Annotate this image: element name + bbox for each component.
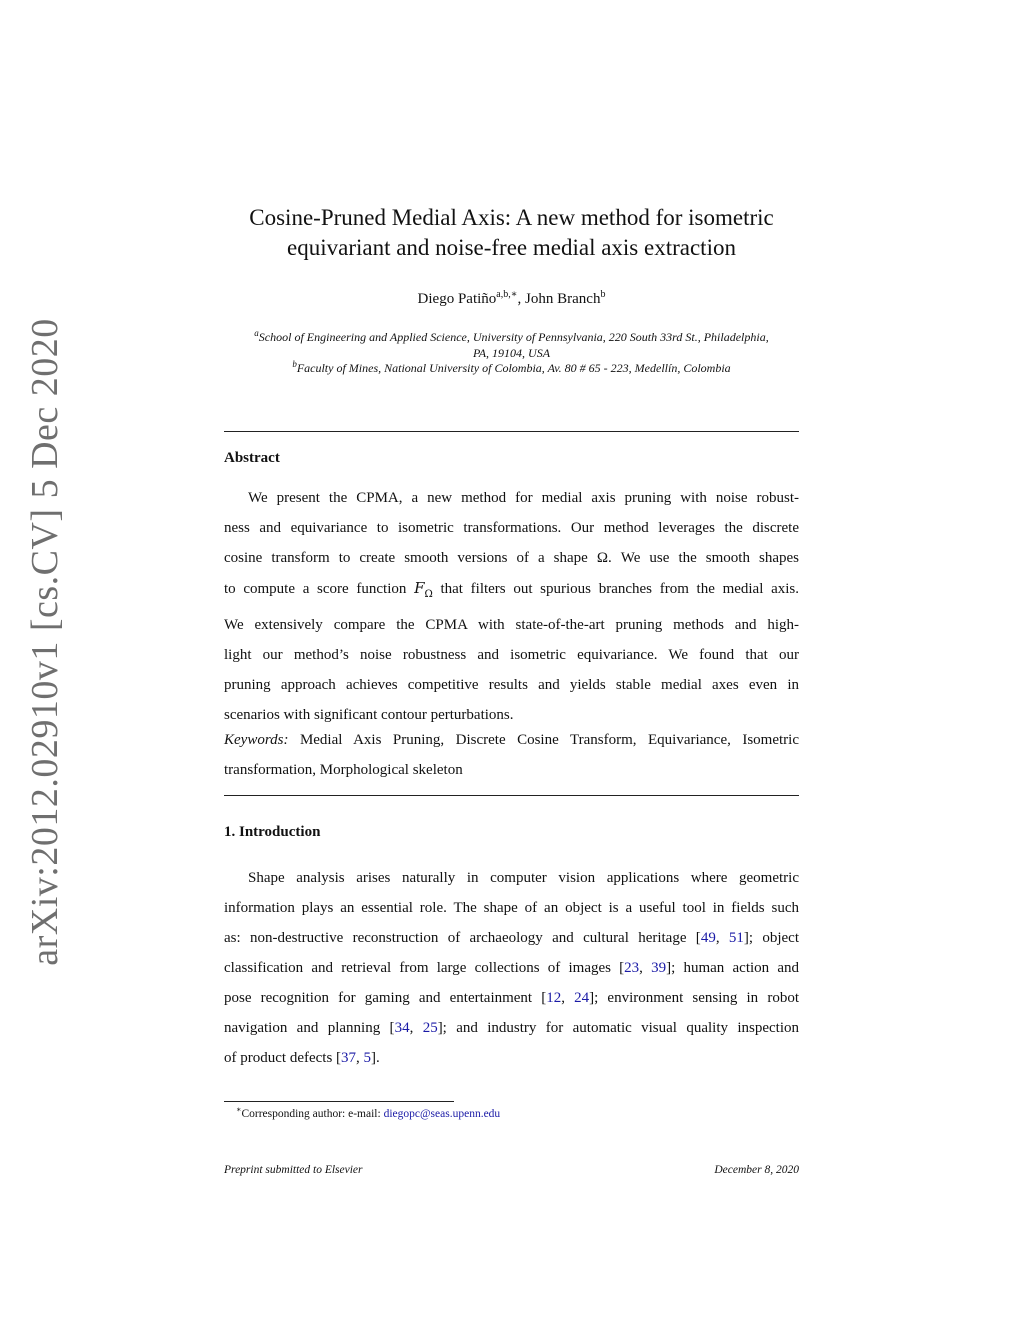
introduction-body: Shape analysis arises naturally in computer vision applications where geometric information plays an essential role. The shape of an object is a useful tool in fields such as: non-destructive reconstruction of archaeology and cultural heritage [49, 51]; object classification and retrieval from large collections of images [23, 39]; human action and pose recognition for gaming and entertainment [12, 24]; environment sensing in robot navigation and planning [34, 25]; and industry for automatic visual quality inspection of product defects [37, 5].	[224, 870, 800, 1066]
author-name: John Branch	[525, 291, 601, 307]
abstract-heading: Abstract	[224, 450, 280, 466]
abstract-line: scenarios with significant contour perturbations.	[224, 707, 514, 723]
citation-link[interactable]: 24	[574, 990, 590, 1006]
paper-title	[224, 203, 799, 263]
keywords-label: Keywords:	[224, 732, 289, 748]
abstract-line: We present the CPMA, a new method for medial axis pruning with noise robust-	[248, 490, 799, 506]
affiliation-b: $^b$Faculty of Mines, National University of Colombia, Av. 80 # 65 - 223, Medellín, Colombia	[292, 359, 731, 375]
abstract-line: light our method’s noise robustness and isometric equivariance. We found that our	[224, 647, 799, 663]
abstract-line: cosine transform to create smooth versions of a shape Ω. We use the smooth shapes	[224, 550, 799, 566]
abstract-line: to compute a score function $F_\Omega$ that filters out spurious branches from the medial axis.	[224, 579, 799, 600]
title-line-1: Cosine-Pruned Medial Axis: A new method for isometric	[249, 205, 774, 230]
citation-link[interactable]: 12	[546, 990, 562, 1006]
abstract-line: We extensively compare the CPMA with state-of-the-art pruning methods and high-	[224, 617, 799, 633]
citation-link[interactable]: 23	[624, 960, 640, 976]
score-function-symbol: $F_\Omega$	[414, 579, 433, 600]
footer-preprint-note: Preprint submitted to Elsevier	[224, 1164, 363, 1176]
footnote-rule	[224, 1101, 454, 1102]
author-affiliation-marks: a,b,∗	[496, 289, 518, 300]
footer-date: December 8, 2020	[714, 1164, 799, 1176]
citation-link[interactable]: 37	[341, 1050, 357, 1066]
abstract-body	[224, 483, 799, 730]
footnote: ∗Corresponding author: e-mail: diegopc@seas.upenn.edu	[236, 1105, 501, 1120]
author-list: Diego Patiño$^{a,b,∗}$, John Branch$^b$	[417, 289, 606, 307]
keywords: Keywords: Medial Axis Pruning, Discrete Cosine Transform, Equivariance, Isometric transformation, Morphological skeleton	[224, 732, 799, 778]
citation-link[interactable]: 49	[700, 930, 716, 946]
email-link[interactable]: diegopc@seas.upenn.edu	[383, 1107, 501, 1120]
citation-link[interactable]: 25	[422, 1020, 438, 1036]
author-affiliation-marks: b	[600, 289, 606, 300]
citation-link[interactable]: 39	[651, 960, 667, 976]
affiliation-a: $^a$School of Engineering and Applied Science, University of Pennsylvania, 220 South 33rd St., Philadelphia, PA, 19104, USA	[254, 328, 769, 360]
abstract-bottom-rule	[224, 795, 799, 796]
citation-link[interactable]: 5	[363, 1050, 372, 1066]
abstract-line: ness and equivariance to isometric transformations. Our method leverages the discrete	[224, 520, 799, 536]
introduction-heading: 1. Introduction	[224, 824, 321, 840]
abstract-top-rule	[224, 431, 799, 432]
citation-link[interactable]: 34	[394, 1020, 410, 1036]
author-name: Diego Patiño	[417, 291, 497, 307]
citation-link[interactable]: 51	[728, 930, 744, 946]
arxiv-identifier-stamp: arXiv:2012.02910v1 [cs.CV] 5 Dec 2020	[24, 318, 66, 966]
title-line-2: equivariant and noise-free medial axis extraction	[287, 235, 736, 260]
abstract-line: pruning approach achieves competitive results and yields stable medial axes even in	[224, 677, 799, 693]
